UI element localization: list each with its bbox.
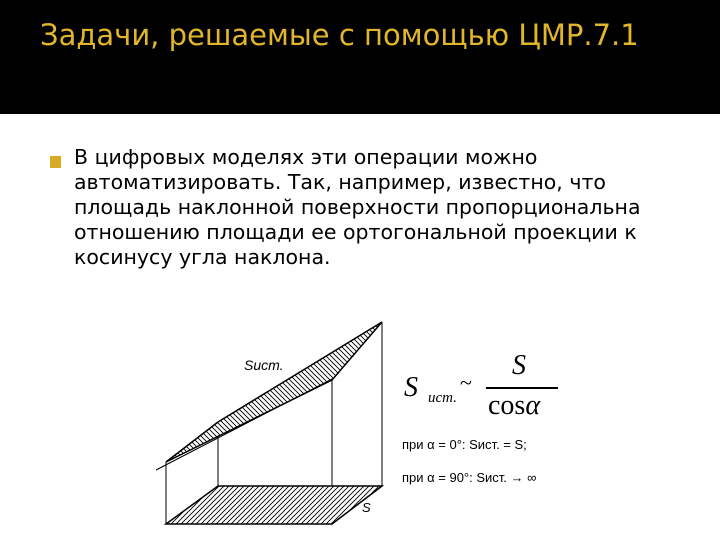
denominator-variable: α [525, 390, 541, 421]
formula-tilde: ~ [460, 370, 472, 395]
area-formula [400, 350, 570, 430]
surface-area-label: Sист. [244, 357, 284, 373]
surface-front-edge [156, 378, 334, 470]
condition-right-angle: при α = 90°: Sист. → ∞ [402, 470, 537, 485]
formula-denominator [488, 390, 540, 422]
body-paragraph: В цифровых моделях эти операции можно автоматизировать. Так, например, известно, что площадь наклонной поверхности пропорциональна отношению площади ее ортогональной проекции к косинусу угла наклона. [74, 145, 641, 269]
formula-lhs: S [404, 372, 418, 403]
formula-lhs-subscript: ист. [428, 390, 457, 406]
slide-title: Задачи, решаемые с помощью ЦМР.7.1 [40, 18, 639, 52]
formula-numerator: S [512, 350, 526, 381]
denominator-function: cos [488, 390, 526, 421]
base-projection [166, 486, 382, 524]
base-area-label: S [362, 500, 371, 515]
inclined-surface [166, 322, 382, 462]
fraction-bar [486, 387, 558, 389]
condition-zero-angle: при α = 0°: Sист. = S; [402, 437, 527, 452]
